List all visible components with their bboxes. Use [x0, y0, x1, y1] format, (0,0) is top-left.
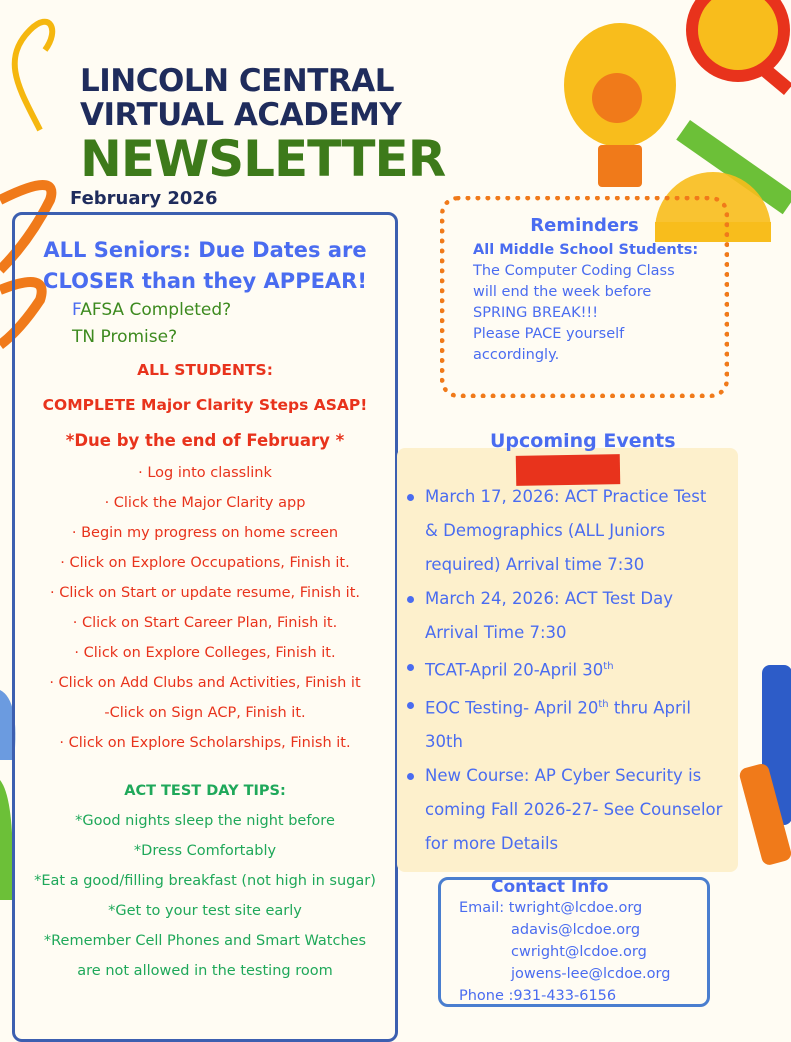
seniors-line2: CLOSER than they APPEAR!	[43, 269, 367, 293]
tip: *Get to your test site early	[108, 903, 302, 919]
contact-title: Contact Info	[491, 877, 609, 897]
reminder-line: Please PACE yourself	[473, 326, 625, 342]
event-item	[425, 688, 724, 760]
step: · Click on Start Career Plan, Finish it.	[72, 615, 338, 631]
event-item: March 17, 2026: ACT Practice Test & Demographics (ALL Juniors required) Arrival time 7:30	[425, 480, 724, 582]
tip: *Remember Cell Phones and Smart Watches	[43, 933, 367, 949]
step: -Click on Sign ACP, Finish it.	[104, 705, 306, 721]
arrow-doodle-icon	[15, 22, 53, 130]
step: · Click on Explore Occupations, Finish it.	[60, 555, 350, 571]
tip: *Good nights sleep the night before	[75, 813, 335, 829]
event-item: New Course: AP Cyber Security is coming Fall 2026-27- See Counselor for more Details	[425, 759, 724, 861]
email-link[interactable]: cwright@lcdoe.org	[511, 944, 647, 960]
event-text: EOC Testing- April 20	[425, 698, 599, 717]
reminder-line: accordingly.	[473, 347, 560, 363]
phone: Phone :931-433-6156	[459, 988, 617, 1004]
tip: *Eat a good/filling breakfast (not high in sugar)	[34, 873, 376, 889]
seniors-heading	[15, 235, 395, 297]
magnifier-icon	[686, 0, 791, 95]
email-label: Email:	[459, 900, 509, 916]
reminder-line: will end the week before	[473, 284, 652, 300]
fafsa-first: F	[72, 300, 81, 320]
email-link[interactable]: twright@lcdoe.org	[508, 900, 643, 916]
tip: are not allowed in the testing room	[77, 963, 333, 979]
reminders-subtitle: All Middle School Students:	[473, 242, 699, 258]
tape-decoration	[516, 454, 621, 486]
event-item	[425, 650, 724, 688]
fafsa-rest: AFSA Completed?	[80, 300, 232, 320]
step: · Click the Major Clarity app	[104, 495, 306, 511]
email-link[interactable]: jowens-lee@lcdoe.org	[511, 966, 671, 982]
events-title: Upcoming Events	[490, 430, 676, 452]
title-line1: LINCOLN CENTRAL	[80, 63, 394, 99]
step: · Begin my progress on home screen	[71, 525, 339, 541]
event-sup: th	[603, 661, 614, 672]
lightbulb-icon	[564, 23, 676, 187]
fafsa-question	[15, 297, 395, 324]
contact-box	[438, 877, 710, 1007]
tips-heading: ACT TEST DAY TIPS:	[124, 783, 286, 799]
seniors-line1: ALL Seniors: Due Dates are	[43, 238, 367, 262]
step: · Click on Start or update resume, Finish it.	[49, 585, 360, 601]
event-sup: th	[598, 698, 609, 710]
reminders-title: Reminders	[530, 215, 639, 236]
events-panel	[397, 448, 738, 872]
event-text: TCAT-April 20-April 30	[425, 660, 604, 680]
reminder-line: The Computer Coding Class	[473, 263, 675, 279]
tip: *Dress Comfortably	[133, 843, 277, 859]
tn-promise-question: TN Promise?	[72, 327, 178, 347]
step: · Click on Add Clubs and Activities, Finish it	[49, 675, 361, 691]
reminders-box	[440, 196, 729, 398]
issue-date: February 2026	[70, 188, 218, 209]
steps-list	[15, 458, 395, 758]
all-students-heading: ALL STUDENTS:	[137, 361, 273, 379]
announcements-box	[12, 212, 398, 1042]
event-item: March 24, 2026: ACT Test Day Arrival Time 7:30	[425, 582, 724, 650]
title-line2: VIRTUAL ACADEMY	[80, 97, 402, 133]
event-text: thru April 30th	[425, 698, 691, 751]
step: · Log into classlink	[138, 465, 272, 481]
step: · Click on Explore Colleges, Finish it.	[74, 645, 336, 661]
step: · Click on Explore Scholarships, Finish it.	[59, 735, 351, 751]
email-row	[459, 897, 707, 919]
due-heading: *Due by the end of February *	[65, 431, 345, 450]
email-link[interactable]: adavis@lcdoe.org	[511, 922, 641, 938]
newsletter-title: NEWSLETTER	[80, 130, 446, 188]
reminder-line: SPRING BREAK!!!	[473, 305, 599, 321]
complete-heading: COMPLETE Major Clarity Steps ASAP!	[42, 396, 368, 414]
